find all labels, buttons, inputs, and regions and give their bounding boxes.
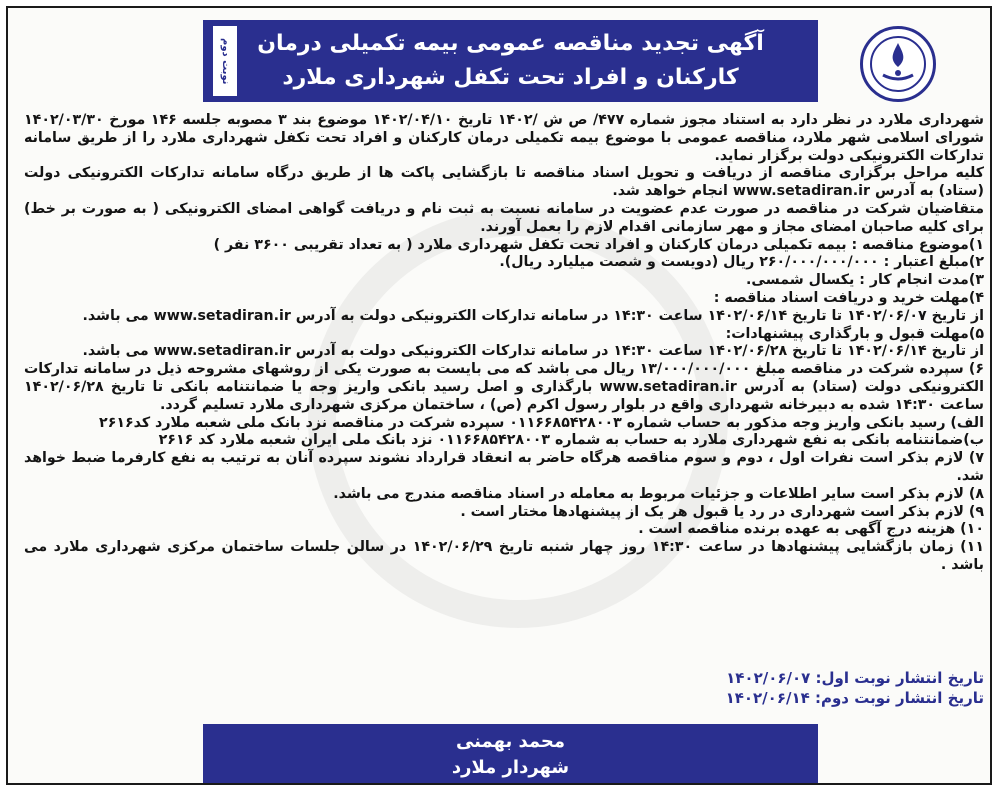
notice-title-line2: کارکنان و افراد تحت تکفل شهرداری ملارد [282,65,739,90]
paragraph-registration: متقاضیان شرکت در مناقصه در صورت عدم عضویت در سامانه نسبت به ثبت نام و دریافت گواهی امضای الکترونیکی ( به صورت بر خط) برای کلیه صاحبان امضای مجاز و مهر سازمانی اقدام لازم را بعمل آورند. [24,200,984,235]
item-deposit: ۶) سپرده شرکت در مناقصه مبلغ ۱۳/۰۰۰/۰۰۰/۰۰۰ ریال می باشد که می بایست به صورت یکی از روشهای مشروحه ذیل در سامانه تدارکات الکترونیکی دولت (ستاد) به آدرس www.setadiran.ir بارگذاری و اصل رسید بانکی واریز وجه یا ضمانتنامه بانکی تا تاریخ ۱۴۰۲/۰۶/۲۸ ساعت ۱۴:۳۰ شده به دبیرخانه شهرداری واقع در بلوار رسول اکرم (ص) ، ساختمان مرکزی شهرداری ملارد تسلیم گردد. [24,361,984,413]
item-deposit-a: الف) رسید بانکی واریز وجه مذکور به حساب شماره ۰۱۱۶۶۸۵۴۲۸۰۰۳ سپرده شرکت در مناقصه نزد بانک ملی شعبه ملارد کد۲۶۱۶ [99,414,984,431]
item-forfeit: ۷) لازم بذکر است نفرات اول ، دوم و سوم مناقصه هرگاه حاضر به انعقاد قرارداد نشوند سپرده آنان به ترتیب به نفع کارفرما ضبط خواهد شد. [24,450,984,484]
item-ad-cost: ۱۰) هزینه درج آگهی به عهده برنده مناقصه است . [638,521,984,538]
item-opening: ۱۱) زمان بازگشایی پیشنهادها در ساعت ۱۴:۳۰ روز چهار شنبه تاریخ ۱۴۰۲/۰۶/۲۹ در سالن جلسات ساختمان مرکزی شهرداری ملارد می باشد . [24,539,984,573]
item-purchase-deadline: ۴)مهلت خرید و دریافت اسناد مناقصه : [713,289,984,306]
signature-block [203,724,818,785]
notice-header [203,20,818,102]
item-discretion: ۹) لازم بذکر است شهرداری در رد یا قبول هر یک از پیشنهادها مختار است . [460,503,984,520]
round-tag: نوبت دوم [213,26,237,96]
item-details: ۸) لازم بذکر است سایر اطلاعات و جزئیات مربوط به معامله در اسناد مناقصه مندرج می باشد. [333,485,984,502]
tender-notice [6,6,992,785]
paragraph-process: کلیه مراحل برگزاری مناقصه از دریافت و تحویل اسناد مناقصه تا بازگشایی پاکت ها از طریق درگاه سامانه تدارکات الکترونیکی دولت (ستاد) به آدرس www.setadiran.ir انجام خواهد شد. [24,165,984,200]
paragraph-intro: شهرداری ملارد در نظر دارد به استناد مجوز شماره ۴۷۷/ ص ش /۱۴۰۲ تاریخ ۱۴۰۲/۰۴/۱۰ موضوع بند ۳ مصوبه جلسه ۱۴۶ مورخ ۱۴۰۲/۰۳/۳۰ شورای اسلامی شهر ملارد، مناقصه عمومی با موضوع بیمه تکمیلی درمان کارکنان و افراد تحت تکفل شهرداری ملارد را از طریق سامانه تدارکات الکترونیکی دولت برگزار نماید. [24,112,984,164]
signer-name: محمد بهمنی [455,731,566,752]
signer-role: شهردار ملارد [451,757,570,778]
publish-dates [648,668,984,708]
item-subject: ۱)موضوع مناقصه : بیمه تکمیلی درمان کارکنان و افراد تحت تکفل شهرداری ملارد ( به تعداد تقریبی ۳۶۰۰ نفر ) [213,236,984,253]
item-deposit-b: ب)ضمانتنامه بانکی به نفع شهرداری ملارد به حساب به شماره ۰۱۱۶۶۸۵۴۲۸۰۰۳ نزد بانک ملی ایران شعبه ملارد کد ۲۶۱۶ [158,432,984,449]
municipality-seal-icon [860,26,936,102]
item-purchase-dates: از تاریخ ۱۴۰۲/۰۶/۰۷ تا تاریخ ۱۴۰۲/۰۶/۱۴ ساعت ۱۴:۳۰ در سامانه تدارکات الکترونیکی دولت به آدرس www.setadiran.ir می باشد. [82,307,984,324]
notice-body [24,112,984,575]
notice-title-line1: آگهی تجدید مناقصه عمومی بیمه تکمیلی درمان [257,31,764,56]
publish-date-second: تاریخ انتشار نوبت دوم: ۱۴۰۲/۰۶/۱۴ [725,689,984,707]
seal-graphic [863,29,933,99]
item-submission-deadline: ۵)مهلت قبول و بارگذاری پیشنهادات: [725,325,984,342]
item-submission-dates: از تاریخ ۱۴۰۲/۰۶/۱۴ تا تاریخ ۱۴۰۲/۰۶/۲۸ ساعت ۱۴:۳۰ در سامانه تدارکات الکترونیکی دولت به آدرس www.setadiran.ir می باشد. [82,343,984,360]
item-budget: ۲)مبلغ اعتبار : ۲۶۰/۰۰۰/۰۰۰/۰۰۰ ریال (دویست و شصت میلیارد ریال). [499,254,984,271]
publish-date-first: تاریخ انتشار نوبت اول: ۱۴۰۲/۰۶/۰۷ [726,669,984,687]
item-duration: ۳)مدت انجام کار : یکسال شمسی. [746,272,984,289]
